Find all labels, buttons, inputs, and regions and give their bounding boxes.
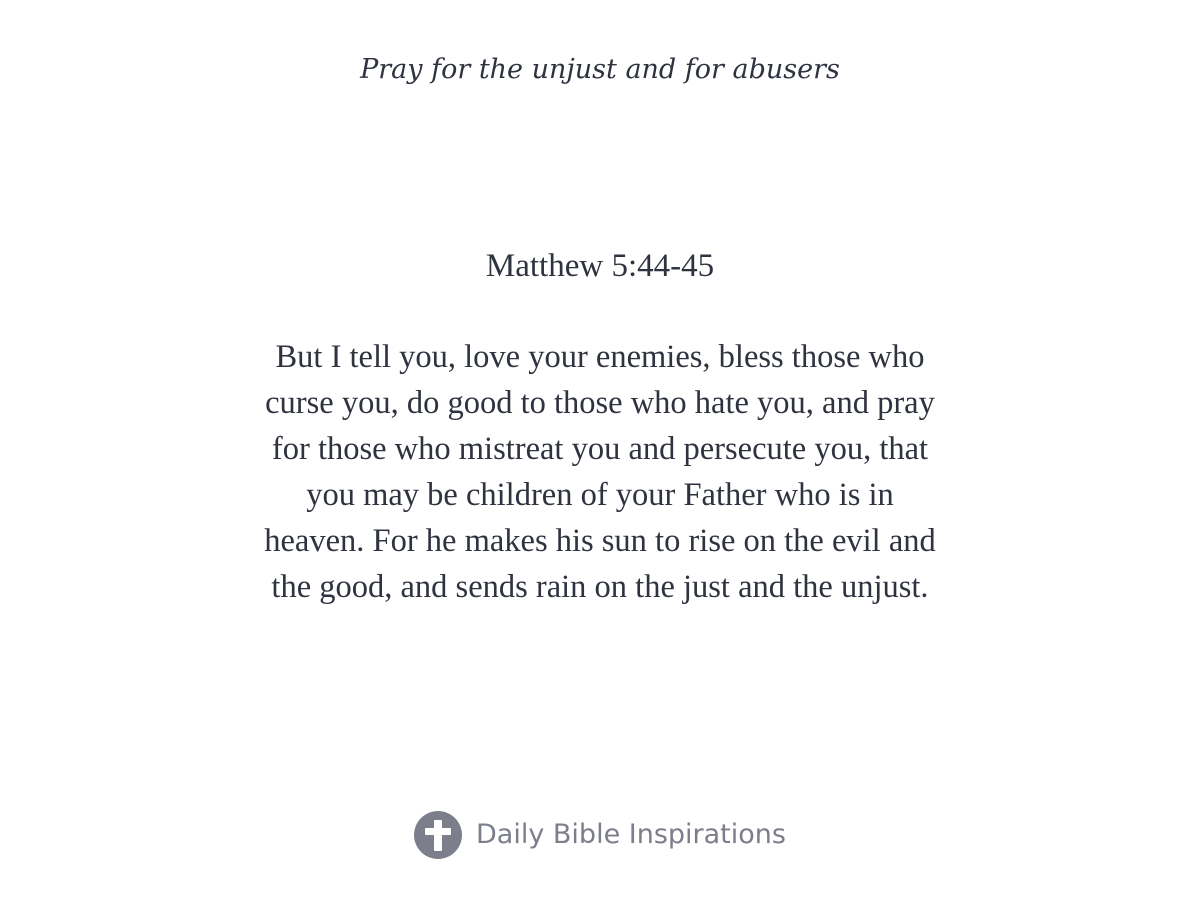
verse-text: But I tell you, love your enemies, bless those who curse you, do good to those who hate you, and pray for those who mistreat you and persecute you, that you may be children of your Father who is in heaven. For he makes his sun to rise on the evil and the good, and sends rain on the just and the unjust. <box>264 339 936 605</box>
brand-name: Daily Bible Inspirations <box>476 819 786 850</box>
app-branding <box>0 811 1200 859</box>
cross-icon <box>414 811 462 859</box>
verse-reference: Matthew 5:44-45 <box>485 248 715 284</box>
page-title: Pray for the unjust and for abusers <box>360 54 840 85</box>
